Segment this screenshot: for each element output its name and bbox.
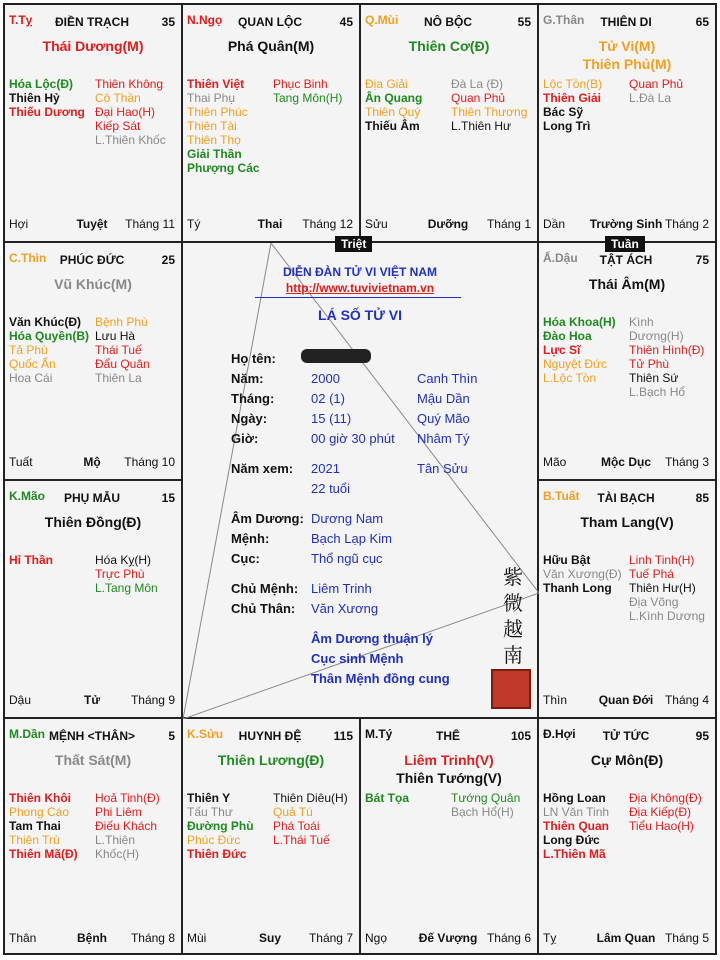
chart-note: Âm Dương thuận lý [311,631,433,646]
star: Địa Giải [365,77,408,91]
star: Trực Phù [95,567,145,581]
main-stars [539,751,715,769]
info-value: Bạch Lạp Kim [311,531,392,546]
palace-stem: T.Tỵ [9,13,33,27]
palace-name: ĐIỀN TRẠCH [55,15,129,29]
info-value: Liêm Trinh [311,581,372,596]
palace-stem: K.Mão [9,489,45,503]
info-value-can-chi: Canh Thìn [417,371,478,386]
star: Nguyệt Đức [543,357,608,371]
star: Hồng Loan [543,791,606,805]
star: L.Lộc Tồn [543,371,597,385]
star: Thiên Sứ [629,371,679,385]
stars-left [9,315,93,385]
star: Thái Tuế [95,343,142,357]
palace-cell [361,719,539,955]
stars-left [543,315,627,385]
star: Thai Phụ [187,91,236,105]
tuan-tag: Tuần [605,236,645,252]
palace-branch: Dần [543,217,566,231]
star: Thiên Quan [543,819,609,833]
info-value: 22 tuổi [311,481,351,496]
star: Hỉ Thần [9,553,53,567]
star: L.Bạch Hổ [629,385,686,399]
stars-right [629,315,711,399]
palace-cell [5,481,183,719]
palace-month: Tháng 3 [664,455,709,469]
star: Bát Tọa [365,791,410,805]
info-value: 15 (11) [311,411,352,426]
palace-footer [365,217,531,231]
palace-stem: Ấ.Dậu [543,251,578,265]
main-stars [361,37,537,55]
stars-left [187,77,271,175]
palace-month: Tháng 10 [124,455,175,469]
info-value: Văn Xương [311,601,379,616]
stars-right [629,77,711,105]
palace-stem: N.Ngọ [187,13,223,27]
main-star: Thiên Phủ(M) [582,56,672,72]
palace-footer [9,931,175,945]
stars-left [9,791,93,861]
star: Thiên Mã(Đ) [9,847,78,861]
star: Hóa Quyền(B) [9,329,90,343]
palace-age: 5 [168,729,175,743]
palace-name: PHỤ MẪU [64,491,120,505]
star: Địa Kiếp(Đ) [629,805,692,819]
divider [255,297,461,298]
palace-stage: Lâm Quan [596,931,656,945]
star: Tướng Quân [451,791,521,805]
palace-stage: Dưỡng [427,217,469,231]
palace-stage: Mộ [83,455,101,469]
stars-right [629,791,711,833]
palace-footer [9,217,175,231]
stars-right [95,315,177,385]
palace-header [9,727,175,743]
palace-footer [365,931,531,945]
palace-cell [361,5,539,243]
palace-header [365,13,531,29]
palace-age: 15 [161,491,175,505]
star: Phượng Các [187,161,260,175]
star: LN Văn Tinh [543,805,610,819]
palace-month: Tháng 7 [308,931,353,945]
palace-cell [539,719,715,955]
calligraphy-char: 南 [503,643,523,667]
star: Phục Binh [273,77,328,91]
palace-month: Tháng 5 [664,931,709,945]
star: Quốc Ấn [9,357,56,371]
star: Quả Tú [273,805,313,819]
main-stars [539,275,715,293]
stars-right [629,553,711,623]
info-label: Âm Dương: [231,511,304,526]
seal-stamp [491,669,531,709]
palace-stage: Thai [257,217,283,231]
star: Thiên Hư(H) [629,581,696,595]
chart-note: Thân Mệnh đồng cung [311,671,450,686]
info-label: Ngày: [231,411,268,426]
palace-stage: Mộc Dục [600,455,651,469]
star: Hóa Khoa(H) [543,315,616,329]
star: Linh Tinh(H) [629,553,695,567]
main-star: Thiên Lương(Đ) [217,752,325,768]
star: Thiếu Âm [365,119,420,133]
star: Thiên Quý [365,105,421,119]
star: Tang Môn(H) [273,91,343,105]
star: Địa Võng [629,595,679,609]
star: Thiên Trù [9,833,60,847]
horoscope-chart [3,3,717,955]
info-label: Tháng: [231,391,275,406]
stars-right [273,791,355,847]
info-value: 02 (1) [311,391,345,406]
star: Văn Xương(Đ) [543,567,622,581]
palace-footer [9,455,175,469]
palace-branch: Tý [187,217,201,231]
star: L.Thái Tuế [273,833,330,847]
star: Đẩu Quân [95,357,150,371]
info-value-can-chi: Mậu Dần [417,391,470,406]
star: Bệnh Phù [95,315,148,329]
star: Thiên Phúc [187,105,248,119]
palace-age: 25 [161,253,175,267]
star: Phi Liêm [95,805,142,819]
main-star: Cự Môn(Đ) [590,752,664,768]
site-title: DIỄN ĐÀN TỬ VI VIỆT NAM [283,265,437,279]
calligraphy-char: 微 [503,591,523,615]
star: Hữu Bật [543,553,591,567]
palace-age: 35 [161,15,175,29]
palace-name: TỬ TỨC [602,729,650,743]
palace-name: TÀI BẠCH [597,491,655,505]
palace-stem: G.Thân [543,13,585,27]
palace-stage: Bệnh [77,931,107,945]
palace-cell [183,5,361,243]
info-value: Dương Nam [311,511,384,526]
calligraphy-char: 紫 [503,565,523,589]
palace-header [543,727,709,743]
palace-cell [5,243,183,481]
stars-left [187,791,271,861]
palace-branch: Mùi [187,931,207,945]
palace-stage: Tuyệt [76,217,108,231]
palace-header [9,489,175,505]
palace-cell [539,481,715,719]
stars-right [273,77,355,105]
star: Thiên Đức [187,847,247,861]
triet-tag: Triệt [335,236,372,252]
stars-left [543,553,627,595]
star: Tấu Thư [187,805,233,819]
stars-left [365,791,449,805]
star: Giải Thần [187,147,242,161]
info-value: Thổ ngũ cục [311,551,383,566]
info-label: Mệnh: [231,531,270,546]
star: Thiên Khôi [9,791,71,805]
star: Phúc Đức [187,833,241,847]
star: L.Thiên Khốc [95,133,166,147]
info-value-can-chi: Tân Sửu [417,461,468,476]
info-label: Chủ Thân: [231,601,296,616]
star: Lộc Tồn(B) [543,77,603,91]
star: Thiên Việt [187,77,245,91]
palace-header [9,251,175,267]
main-star: Thái Âm(M) [588,276,666,292]
palace-header [543,13,709,29]
star: Địa Không(Đ) [629,791,702,805]
star: Thiên Y [187,791,231,805]
star: Ân Quang [365,91,423,105]
stars-left [9,553,93,567]
palace-age: 95 [695,729,709,743]
palace-branch: Thìn [543,693,568,707]
palace-age: 75 [695,253,709,267]
star: Đào Hoa [543,329,592,343]
stars-left [9,77,93,119]
palace-stage: Quan Đới [598,693,654,707]
star: Tả Phù [9,343,48,357]
star: Văn Khúc(Đ) [9,315,81,329]
main-stars [539,513,715,531]
palace-footer [543,693,709,707]
chart-heading: LÁ SỐ TỬ VI [318,307,402,323]
main-stars [183,37,359,55]
info-label: Năm xem: [231,461,294,476]
star: L.Đà La [629,91,672,105]
palace-stage: Trường Sinh [589,217,663,231]
palace-branch: Hợi [9,217,29,231]
palace-branch: Dậu [9,693,32,707]
palace-header [187,13,353,29]
info-label: Chủ Mệnh: [231,581,299,596]
star: Thiên Thương [451,105,528,119]
palace-name: THÊ [436,729,460,743]
main-star: Thiên Cơ(Đ) [408,38,490,54]
palace-cell [539,5,715,243]
info-label: Họ tên: [231,351,276,366]
palace-branch: Mão [543,455,567,469]
stars-right [451,791,533,819]
star: Quan Phủ [629,77,684,91]
info-label: Cục: [231,551,260,566]
palace-header [543,251,709,267]
palace-footer [543,217,709,231]
palace-name: QUAN LỘC [238,15,302,29]
main-stars [539,37,715,73]
stars-right [95,553,177,595]
main-stars [5,513,181,531]
chart-note: Cục sinh Mệnh [311,651,404,666]
star: Kiếp Sát [95,119,141,133]
star: Thiên Giải [543,91,602,105]
palace-header [543,489,709,505]
star: Lực Sĩ [543,343,581,357]
palace-stem: K.Sửu [187,727,224,741]
palace-stem: Đ.Hợi [543,727,576,741]
palace-month: Tháng 2 [664,217,709,231]
main-star: Phá Quân(M) [227,38,315,54]
star: Thanh Long [543,581,612,595]
palace-stem: C.Thìn [9,251,47,265]
palace-branch: Sửu [365,217,388,231]
star: Thiên Diêu(H) [273,791,348,805]
main-star: Tham Lang(V) [580,514,674,530]
star: Long Đức [543,833,600,847]
star: Tam Thai [9,819,61,833]
star: Cô Thần [95,91,141,105]
main-star: Thái Dương(M) [42,38,144,54]
palace-month: Tháng 12 [302,217,353,231]
palace-stem: B.Tuất [543,489,580,503]
palace-header [187,727,353,743]
star: Thiên La [95,371,142,385]
main-stars [5,37,181,55]
star: Đà La (Đ) [451,77,504,91]
main-star: Vũ Khúc(M) [54,276,132,292]
star: Bạch Hổ(H) [451,805,514,819]
palace-name: NÔ BỘC [424,15,472,29]
palace-footer [9,693,175,707]
palace-name: THIÊN DI [600,15,652,29]
star: Long Trì [543,119,591,133]
calligraphy-char: 越 [503,617,523,641]
palace-stage: Suy [258,931,281,945]
main-stars [361,751,537,787]
palace-name: PHÚC ĐỨC [59,253,125,267]
palace-age: 115 [333,729,353,743]
star: L.Tang Môn [95,581,158,595]
palace-cell [539,243,715,481]
stars-right [95,791,177,861]
info-value-can-chi: Nhâm Tý [417,431,470,446]
star: Tiểu Hao(H) [629,819,694,833]
stars-left [365,77,449,133]
star: L.Thiên Mã [543,847,606,861]
star: Lưu Hà [95,329,136,343]
palace-branch: Thân [9,931,37,945]
palace-month: Tháng 9 [130,693,175,707]
star: Thiếu Dương [9,105,85,119]
info-value: 2021 [311,461,340,476]
stars-left [543,791,627,861]
star: L.Thiên Hư [451,119,512,133]
info-value: 00 giờ 30 phút [311,431,395,446]
palace-month: Tháng 4 [664,693,709,707]
palace-header [365,727,531,743]
main-star: Thiên Đồng(Đ) [44,514,142,530]
site-url[interactable]: http://www.tuvivietnam.vn [285,281,435,295]
star: L.Thiên Khốc(H) [95,833,140,861]
star: Thiên Hỷ [9,91,60,105]
main-star: Liêm Trinh(V) [404,752,494,768]
palace-stage: Đế Vượng [418,931,478,945]
main-star: Thất Sát(M) [54,752,132,768]
palace-name: HUYNH ĐỆ [238,729,302,743]
palace-branch: Tuất [9,455,33,469]
stars-right [95,77,177,147]
palace-header [9,13,175,29]
palace-stage: Tử [83,693,101,707]
palace-age: 65 [695,15,709,29]
palace-month: Tháng 11 [125,217,175,231]
center-info-panel [183,243,539,719]
star: L.Kình Dương [629,609,705,623]
star: Hoa Cái [9,371,53,385]
info-value: 2000 [311,371,340,386]
palace-month: Tháng 6 [486,931,531,945]
palace-footer [187,931,353,945]
redacted-name [301,349,371,363]
palace-footer [543,455,709,469]
main-stars [5,751,181,769]
palace-month: Tháng 1 [486,217,531,231]
star: Tuế Phá [629,567,674,581]
palace-stem: M.Tý [365,727,393,741]
star: Kình Dương(H) [629,315,684,343]
star: Thiên Hình(Đ) [629,343,705,357]
palace-branch: Tỵ [543,931,557,945]
palace-cell [5,719,183,955]
star: Tử Phù [629,357,670,371]
palace-age: 105 [510,729,531,743]
star: Điếu Khách [95,819,158,833]
main-stars [5,275,181,293]
star: Thiên Tài [187,119,237,133]
main-stars [183,751,359,769]
stars-left [543,77,627,133]
star: Thiên Thọ [187,133,241,147]
palace-footer [543,931,709,945]
star: Đại Hao(H) [95,105,156,119]
star: Hóa Lộc(Đ) [9,77,73,91]
info-value-can-chi: Quý Mão [417,411,470,426]
palace-cell [5,5,183,243]
palace-stem: Q.Mùi [365,13,399,27]
palace-age: 45 [339,15,353,29]
palace-footer [187,217,353,231]
star: Hoả Tinh(Đ) [95,791,160,805]
star: Bác Sỹ [543,105,584,119]
palace-name: TẬT ÁCH [599,253,653,267]
star: Đường Phù [187,819,254,833]
palace-branch: Ngọ [365,931,388,945]
palace-stem: M.Dần [9,727,45,741]
palace-name: MỆNH <THÂN> [48,729,135,743]
info-label: Năm: [231,371,264,386]
star: Thiên Không [95,77,164,91]
palace-month: Tháng 8 [130,931,175,945]
stars-right [451,77,533,133]
star: Quan Phủ [451,91,506,105]
star: Phong Cáo [9,805,70,819]
info-label: Giờ: [231,431,259,446]
main-star: Tử Vi(M) [598,38,656,54]
palace-age: 85 [695,491,709,505]
palace-age: 55 [517,15,531,29]
palace-cell [183,719,361,955]
main-star: Thiên Tướng(V) [396,770,502,786]
star: Phá Toái [273,819,320,833]
star: Hóa Kỵ(H) [95,553,152,567]
